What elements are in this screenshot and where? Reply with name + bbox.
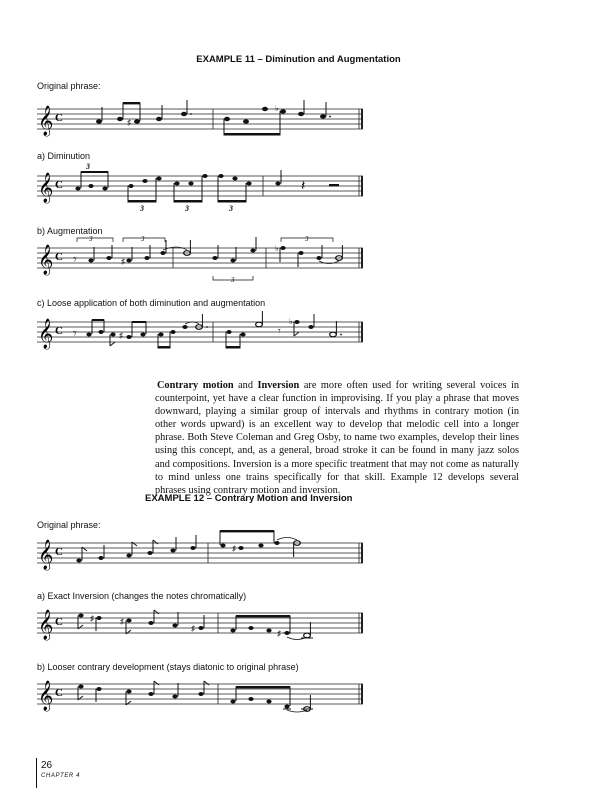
common-time-sign: C [55,616,63,628]
notes [96,100,331,135]
svg-text:𝄾: 𝄾 [73,327,77,342]
diminution-label: a) Diminution [37,151,91,161]
augmentation-label: b) Augmentation [37,226,103,236]
treble-clef-icon: 𝄞 [38,245,54,275]
svg-text:♯: ♯ [277,629,281,638]
svg-text:♯: ♯ [121,257,125,266]
original-phrase-label-2: Original phrase: [37,520,101,530]
footer-rule [36,758,37,788]
svg-text:3: 3 [305,235,309,243]
treble-clef-icon: 𝄞 [38,540,54,570]
svg-text:3: 3 [89,235,93,243]
staff-lines [37,109,363,129]
staff-ex11-augmentation [33,236,363,284]
example-12-title: EXAMPLE 12 – Contrary Motion and Inversion [145,493,353,504]
common-time-sign: C [55,546,63,558]
looser-contrary-label: b) Looser contrary development (stays diatonic to original phrase) [37,662,299,672]
body-paragraph: Contrary motion and Inversion are more often used for writing several voices in counterpoint, yet have a clear function in improvising. If you play a phrase that moves downward, playing a similar group of intervals and rhythms in contrary motion (in other words upward) is an excellent way to develop that melodic cell into a longer phrase. Both Steve Coleman and Greg Osby, to name two examples, develop their lines using this concept, and, as a general, broad stroke it can be found in many jazz solos and compositions. Inversion is a more specific treatment that may not come as naturally to mind unless one trains specifically for that skill. Example 12 develops several phrases using contrary motion and inversion. [155,380,519,496]
staff-ex12-original [33,531,363,579]
common-time-sign: C [55,112,63,124]
staff-ex11-loose [33,310,363,358]
svg-text:3: 3 [231,276,235,284]
svg-text:3: 3 [86,162,90,171]
treble-clef-icon: 𝄞 [38,319,54,349]
treble-clef-icon: 𝄞 [38,106,54,136]
svg-text:♯: ♯ [127,118,131,127]
svg-text:♭: ♭ [275,244,279,253]
svg-text:♭: ♭ [289,317,293,326]
svg-text:♭: ♭ [275,104,279,113]
svg-text:♯: ♯ [90,614,94,623]
original-phrase-label: Original phrase: [37,81,101,91]
staff-ex12-inversion [33,601,363,649]
page-number: 26 [41,760,53,771]
paragraph-body: are more often used for writing several voices in counterpoint, yet have a clear function in improvising. If you play a phrase that moves downward, playing a similar group of intervals and rhythms in contrary motion (in other words upward) is an excellent way to develop that melodic cell into a longer phrase. Both Steve Coleman and Greg Osby, to name two examples, develop their lines using this concept, and, as a general, broad stroke it can be found in many jazz solos and compositions. Inversion is a more specific treatment that may not come as naturally to mind unless one trains specifically for that skill. Example 12 develops several phrases using contrary motion and inversion. [155,380,519,496]
svg-text:3: 3 [140,204,144,213]
svg-text:𝄽: 𝄽 [301,179,306,194]
common-time-sign: C [55,179,63,191]
svg-text:𝄾: 𝄾 [73,253,77,268]
treble-clef-icon: 𝄞 [38,681,54,711]
svg-text:3: 3 [185,204,189,213]
common-time-sign: C [55,687,63,699]
example-11-title: EXAMPLE 11 – Diminution and Augmentation [196,54,401,65]
exact-inversion-label: a) Exact Inversion (changes the notes chromatically) [37,591,247,601]
term-inversion: Inversion [257,380,300,391]
svg-text:♯: ♯ [120,617,124,626]
common-time-sign: C [55,325,63,337]
svg-text:3: 3 [141,235,145,243]
staff-ex11-diminution [33,164,363,212]
svg-text:𝄾: 𝄾 [278,326,281,337]
common-time-sign: C [55,251,63,263]
svg-text:♯: ♯ [119,331,123,340]
term-contrary-motion: Contrary motion [157,380,234,391]
svg-text:♯: ♯ [232,544,236,553]
staff-ex12-looser [33,672,363,720]
treble-clef-icon: 𝄞 [38,610,54,640]
treble-clef-icon: 𝄞 [38,173,54,203]
loose-application-label: c) Loose application of both diminution and augmentation [37,298,266,308]
svg-text:3: 3 [229,204,233,213]
staff-ex11-original [33,97,363,145]
svg-text:♯: ♯ [191,624,195,633]
chapter-label: CHAPTER 4 [41,773,81,779]
